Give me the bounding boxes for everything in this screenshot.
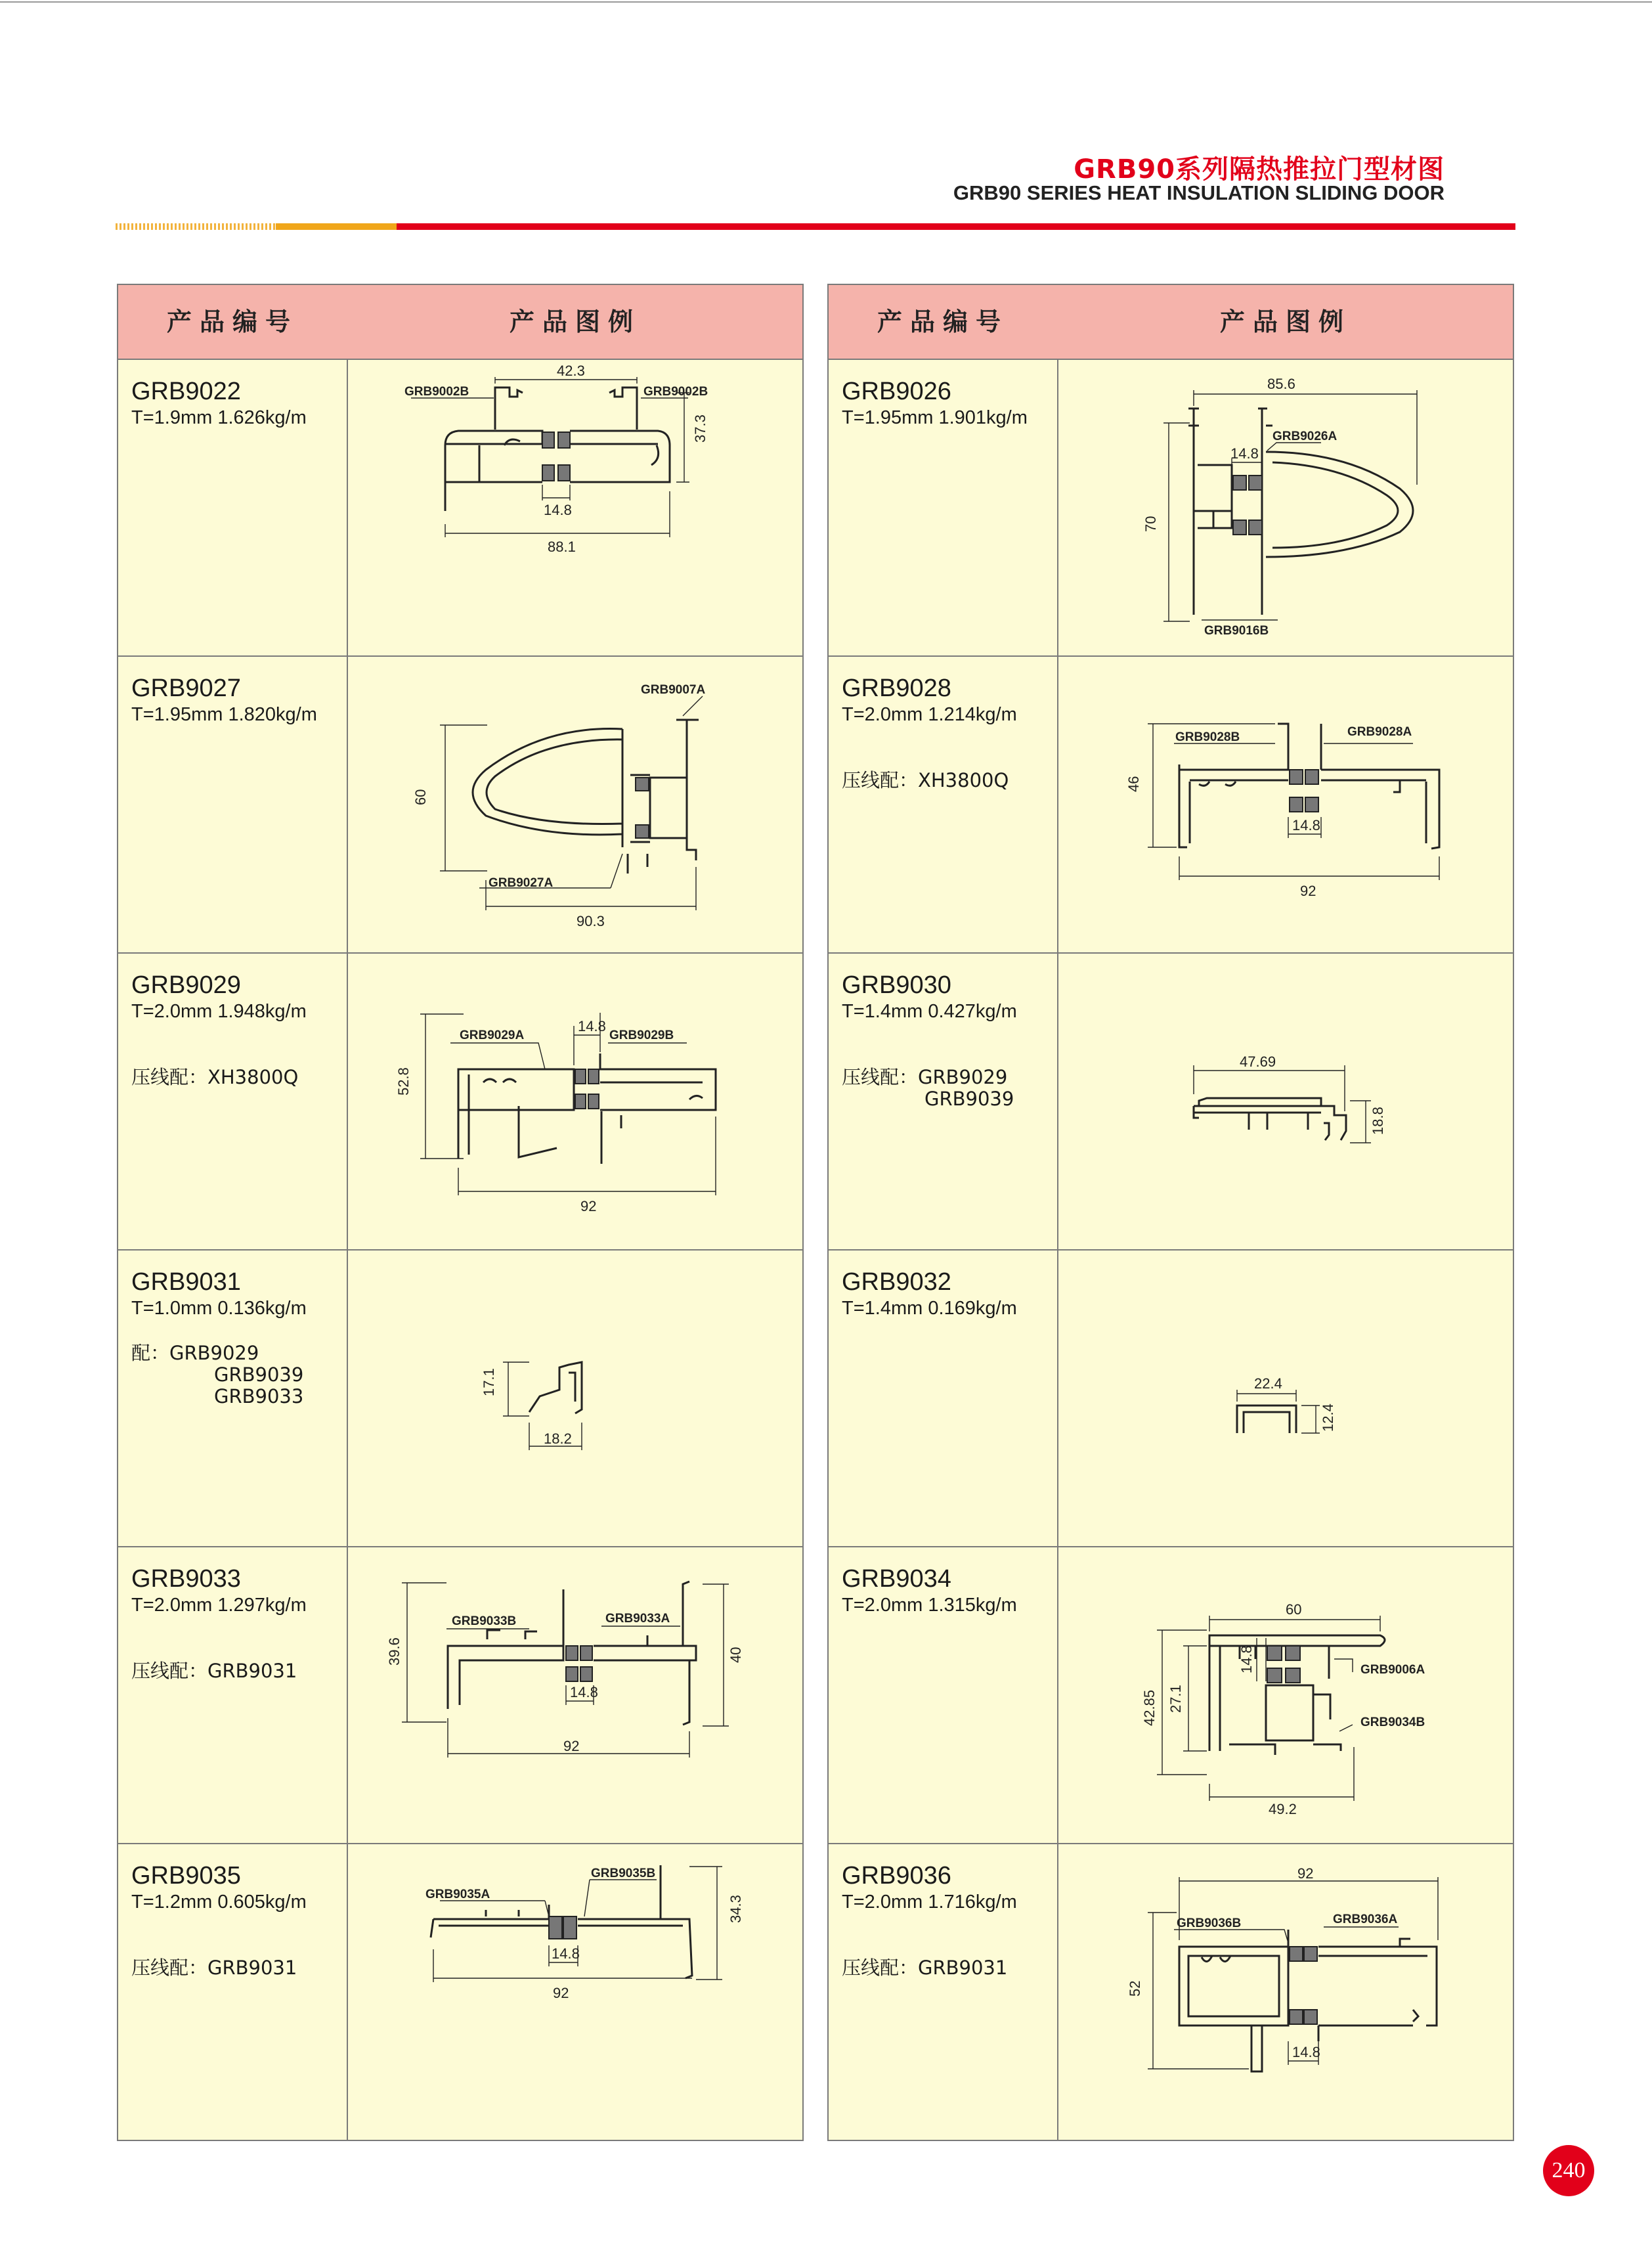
table-header (118, 285, 802, 360)
part-label: GRB9035A (425, 1888, 490, 1901)
product-code: GRB9027 (131, 675, 241, 702)
profile-drawing (348, 954, 802, 1249)
profile-drawing (348, 1251, 802, 1546)
table-row (829, 1844, 1513, 2141)
dim-label: 92 (553, 1985, 569, 2001)
product-info (131, 1268, 341, 1407)
dim-label: 14.8 (1230, 445, 1259, 462)
profile-drawing (1058, 954, 1513, 1249)
dim-label: 14.8 (1238, 1645, 1255, 1673)
left-product-table (117, 284, 804, 2141)
product-spec: T=1.95mm 1.820kg/m (131, 704, 317, 725)
dim-label: 14.8 (552, 1945, 580, 1962)
note-line: GRB9039 (924, 1088, 1014, 1110)
note-line: GRB9033 (214, 1385, 304, 1407)
table-row (829, 954, 1513, 1251)
table-row (829, 1547, 1513, 1844)
product-info (842, 377, 1052, 430)
dim-label: 60 (412, 789, 429, 805)
part-label: GRB9006A (1360, 1663, 1425, 1677)
product-info (131, 377, 341, 430)
dim-label: 14.8 (544, 502, 572, 518)
profile-drawing (1058, 1251, 1513, 1546)
right-product-table (827, 284, 1514, 2141)
note-line: 压线配：GRB9031 (131, 1957, 297, 1979)
product-spec: T=1.4mm 0.427kg/m (842, 1001, 1017, 1022)
table-row (829, 657, 1513, 954)
part-label: GRB9033A (605, 1612, 670, 1626)
table-row (118, 1251, 802, 1547)
dim-label: 14.8 (578, 1018, 606, 1034)
product-note (131, 1957, 341, 1979)
product-note (842, 1067, 1052, 1110)
product-info (131, 674, 341, 726)
profile-drawing (1058, 1547, 1513, 1843)
profile-drawing (348, 657, 802, 952)
note-line: 压线配：GRB9031 (842, 1957, 1008, 1979)
product-code: GRB9022 (131, 378, 241, 405)
dim-label: 60 (1286, 1601, 1302, 1618)
dim-label: 85.6 (1267, 376, 1295, 392)
product-code: GRB9034 (842, 1565, 951, 1593)
header-code: 产品编号 (877, 307, 1009, 336)
profile-drawing (1058, 657, 1513, 952)
dim-label: 37.3 (692, 414, 708, 443)
product-note (842, 1957, 1052, 1979)
header-figure: 产品图例 (1219, 307, 1351, 336)
page-number-badge: 240 (1543, 2145, 1594, 2196)
part-label: GRB9029A (460, 1029, 525, 1042)
part-label: GRB9034B (1360, 1716, 1425, 1729)
profile-drawing (348, 1844, 802, 2140)
dim-label: 22.4 (1254, 1375, 1282, 1392)
table-row (829, 360, 1513, 657)
part-label: GRB9036B (1177, 1916, 1242, 1930)
product-code: GRB9028 (842, 675, 951, 702)
product-spec: T=2.0mm 1.214kg/m (842, 704, 1017, 725)
note-line: GRB9039 (214, 1363, 304, 1386)
header-rule-red (397, 223, 1515, 230)
part-label: GRB9033B (452, 1614, 517, 1628)
product-info (131, 1564, 341, 1682)
product-code: GRB9036 (842, 1862, 951, 1890)
part-label: GRB9007A (641, 683, 706, 697)
product-code: GRB9035 (131, 1862, 241, 1890)
product-info (842, 1268, 1052, 1320)
dim-label: 92 (580, 1198, 597, 1214)
part-label: GRB9027A (489, 876, 554, 890)
product-note (842, 770, 1052, 791)
table-row (118, 1844, 802, 2141)
product-spec: T=1.0mm 0.136kg/m (131, 1298, 307, 1319)
part-label: GRB9028B (1175, 730, 1240, 744)
note-line: 压线配：GRB9031 (131, 1660, 297, 1682)
dim-label: 12.4 (1320, 1404, 1336, 1432)
product-note (131, 1067, 341, 1088)
product-code: GRB9032 (842, 1268, 951, 1296)
table-row (829, 1251, 1513, 1547)
header-rule-orange (276, 223, 397, 230)
dim-label: 88.1 (548, 539, 576, 555)
table-row (118, 1547, 802, 1844)
dim-label: 47.69 (1240, 1053, 1276, 1070)
product-spec: T=1.9mm 1.626kg/m (131, 407, 307, 428)
dim-label: 46 (1125, 776, 1142, 792)
dim-label: 49.2 (1269, 1801, 1297, 1817)
product-spec: T=2.0mm 1.315kg/m (842, 1595, 1017, 1616)
page-title-cn: GRB90系列隔热推拉门型材图 (1074, 154, 1445, 185)
dim-label: 52.8 (395, 1067, 412, 1096)
header-figure: 产品图例 (509, 307, 641, 336)
product-code: GRB9029 (131, 971, 241, 999)
dim-label: 42.85 (1141, 1689, 1158, 1726)
product-info (842, 1564, 1052, 1617)
product-note (131, 1660, 341, 1682)
product-info (131, 971, 341, 1088)
dim-label: 18.2 (544, 1430, 572, 1447)
dim-label: 27.1 (1167, 1685, 1184, 1713)
dim-label: 39.6 (386, 1637, 402, 1666)
part-label: GRB9016B (1204, 624, 1269, 638)
dim-label: 17.1 (481, 1368, 497, 1396)
profile-drawing (348, 1547, 802, 1843)
dim-label: 40 (728, 1647, 744, 1663)
note-line: 压线配：XH3800Q (131, 1066, 299, 1088)
dim-label: 34.3 (728, 1895, 744, 1923)
dim-label: 92 (1297, 1865, 1314, 1882)
product-spec: T=2.0mm 1.297kg/m (131, 1595, 307, 1616)
part-label: GRB9036A (1333, 1913, 1398, 1926)
note-line: 压线配：XH3800Q (842, 769, 1009, 791)
header-code: 产品编号 (166, 307, 298, 336)
product-info (842, 1861, 1052, 1979)
product-info (131, 1861, 341, 1979)
product-spec: T=1.95mm 1.901kg/m (842, 407, 1028, 428)
page-title-en: GRB90 SERIES HEAT INSULATION SLIDING DOOR (953, 181, 1445, 204)
part-label: GRB9035B (591, 1867, 656, 1880)
dim-label: 42.3 (557, 363, 585, 379)
dim-label: 18.8 (1370, 1107, 1386, 1135)
header-rule-dots (116, 223, 276, 230)
profile-drawing (1058, 360, 1513, 655)
part-label: GRB9029B (609, 1029, 674, 1042)
top-border-line (0, 1, 1652, 3)
product-spec: T=2.0mm 1.948kg/m (131, 1001, 307, 1022)
part-label: GRB9002B (643, 385, 708, 399)
note-line: 配：GRB9029 (131, 1342, 259, 1364)
part-label: GRB9026A (1272, 430, 1337, 443)
product-spec: T=2.0mm 1.716kg/m (842, 1892, 1017, 1913)
table-row (118, 657, 802, 954)
product-info (842, 971, 1052, 1110)
product-code: GRB9031 (131, 1268, 241, 1296)
product-code: GRB9033 (131, 1565, 241, 1593)
dim-label: 92 (1300, 883, 1316, 899)
part-label: GRB9002B (404, 385, 469, 399)
product-info (842, 674, 1052, 791)
note-line: 压线配：GRB9029 (842, 1066, 1008, 1088)
dim-label: 90.3 (576, 913, 605, 929)
part-label: GRB9028A (1347, 725, 1412, 739)
dim-label: 70 (1142, 516, 1159, 532)
dim-label: 92 (563, 1738, 580, 1754)
table-row (118, 360, 802, 657)
product-spec: T=1.2mm 0.605kg/m (131, 1892, 307, 1913)
table-row (118, 954, 802, 1251)
product-code: GRB9030 (842, 971, 951, 999)
dim-label: 52 (1127, 1980, 1143, 1997)
product-note (131, 1342, 341, 1407)
product-spec: T=1.4mm 0.169kg/m (842, 1298, 1017, 1319)
dim-label: 14.8 (570, 1684, 598, 1700)
profile-drawing (1058, 1844, 1513, 2140)
dim-label: 14.8 (1292, 817, 1320, 833)
profile-drawing (348, 360, 802, 655)
dim-label: 14.8 (1292, 2044, 1320, 2060)
product-code: GRB9026 (842, 378, 951, 405)
table-header (829, 285, 1513, 360)
